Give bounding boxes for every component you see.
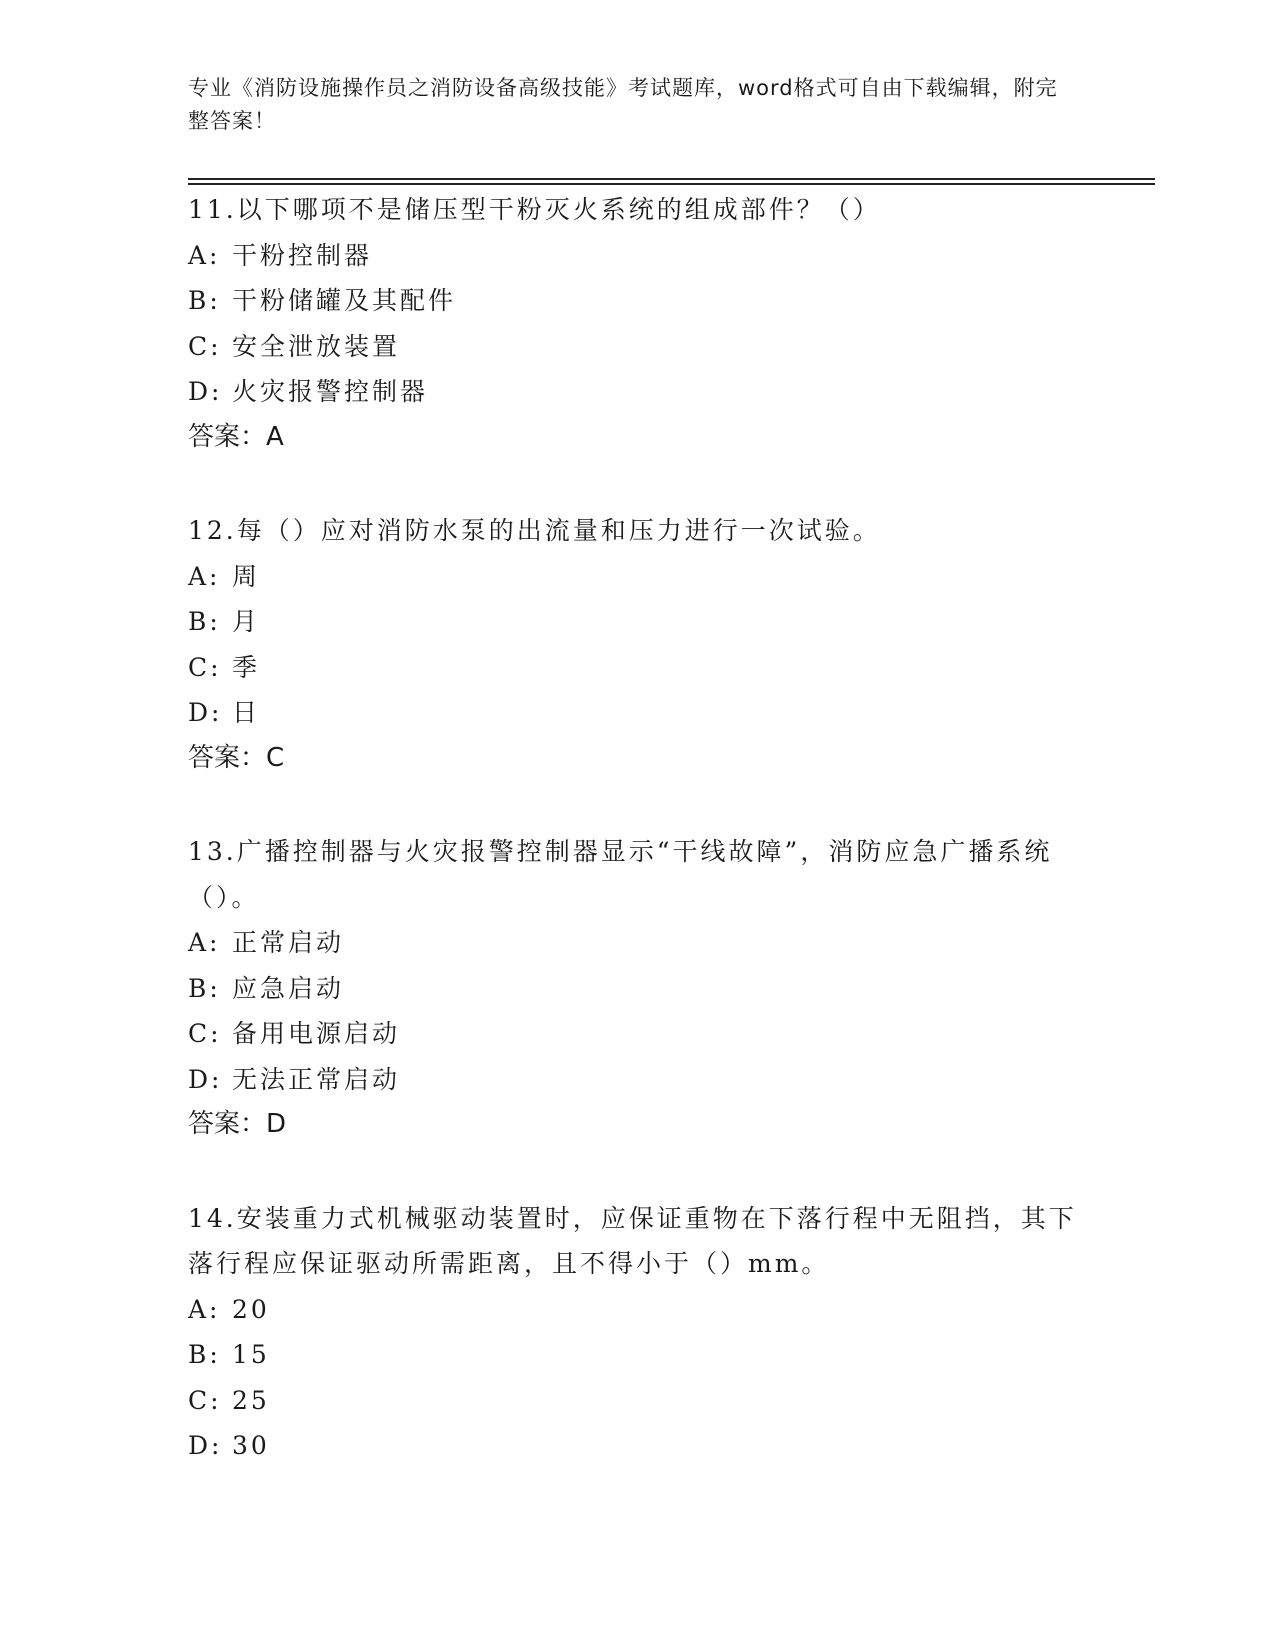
option-b [188,1332,1088,1378]
option-c [188,1378,1088,1424]
option-letter: B: [188,607,221,636]
answer-line: 答案：C [188,742,285,773]
option-d [188,690,1088,736]
option-a [188,554,1088,600]
answer-line: 答案：D [188,1109,287,1139]
option-text: 30 [232,1431,270,1460]
option-b [188,599,1088,645]
option-text: 15 [232,1340,270,1369]
question-13 [188,829,1088,1148]
question-stem: 11.以下哪项不是储压型干粉灭火系统的组成部件？（） [188,195,881,224]
option-text: 应急启动 [232,973,345,1003]
option-letter: D: [188,1431,223,1460]
option-text: 干粉控制器 [232,240,373,270]
header-note: 专业《消防设施操作员之消防设备高级技能》考试题库，word格式可自由下载编辑，附完整答案！ [188,76,1058,133]
answer-line: 答案：A [188,421,284,452]
header-divider-bottom [188,183,1155,185]
option-letter: A: [188,1294,221,1324]
question-12 [188,508,1088,781]
option-d [188,369,1088,415]
option-letter: A: [188,240,221,270]
option-letter: B: [188,286,221,315]
option-letter: C: [188,1385,222,1415]
option-letter: C: [188,1019,222,1048]
option-letter: B: [188,973,221,1003]
option-letter: D: [188,1064,223,1094]
option-text: 无法正常启动 [232,1064,401,1094]
option-a [188,1287,1088,1333]
option-b [188,966,1088,1012]
option-d [188,1423,1088,1469]
option-text: 安全泄放装置 [232,331,401,361]
option-b [188,278,1088,324]
option-text: 火灾报警控制器 [232,377,429,406]
option-a [188,920,1088,966]
question-11 [188,187,1088,460]
option-letter: A: [188,561,221,591]
option-letter: A: [188,928,221,957]
option-letter: C: [188,652,222,682]
option-text: 月 [232,607,261,636]
question-stem: 12.每（）应对消防水泵的出流量和压力进行一次试验。 [188,516,881,545]
question-stem: 13.广播控制器与火灾报警控制器显示“干线故障”，消防应急广播系统（）。 [188,837,1053,912]
option-d [188,1057,1088,1103]
question-stem: 14.安装重力式机械驱动装置时，应保证重物在下落行程中无阻挡，其下落行程应保证驱动所需距离，且不得小于（）mm。 [188,1203,1077,1278]
option-letter: B: [188,1340,221,1369]
option-text: 备用电源启动 [232,1019,401,1048]
option-c [188,1011,1088,1057]
option-text: 20 [232,1294,270,1324]
question-list [188,187,1088,1517]
option-text: 正常启动 [232,928,345,957]
option-letter: D: [188,377,223,406]
option-a [188,233,1088,279]
option-text: 干粉储罐及其配件 [232,286,457,315]
option-text: 日 [232,698,261,727]
header-divider-top [188,178,1155,180]
option-letter: D: [188,698,223,727]
option-text: 季 [232,652,261,682]
question-14 [188,1196,1088,1469]
option-c [188,645,1088,691]
option-c [188,324,1088,370]
option-letter: C: [188,331,222,361]
option-text: 25 [232,1385,270,1415]
option-text: 周 [232,561,261,591]
